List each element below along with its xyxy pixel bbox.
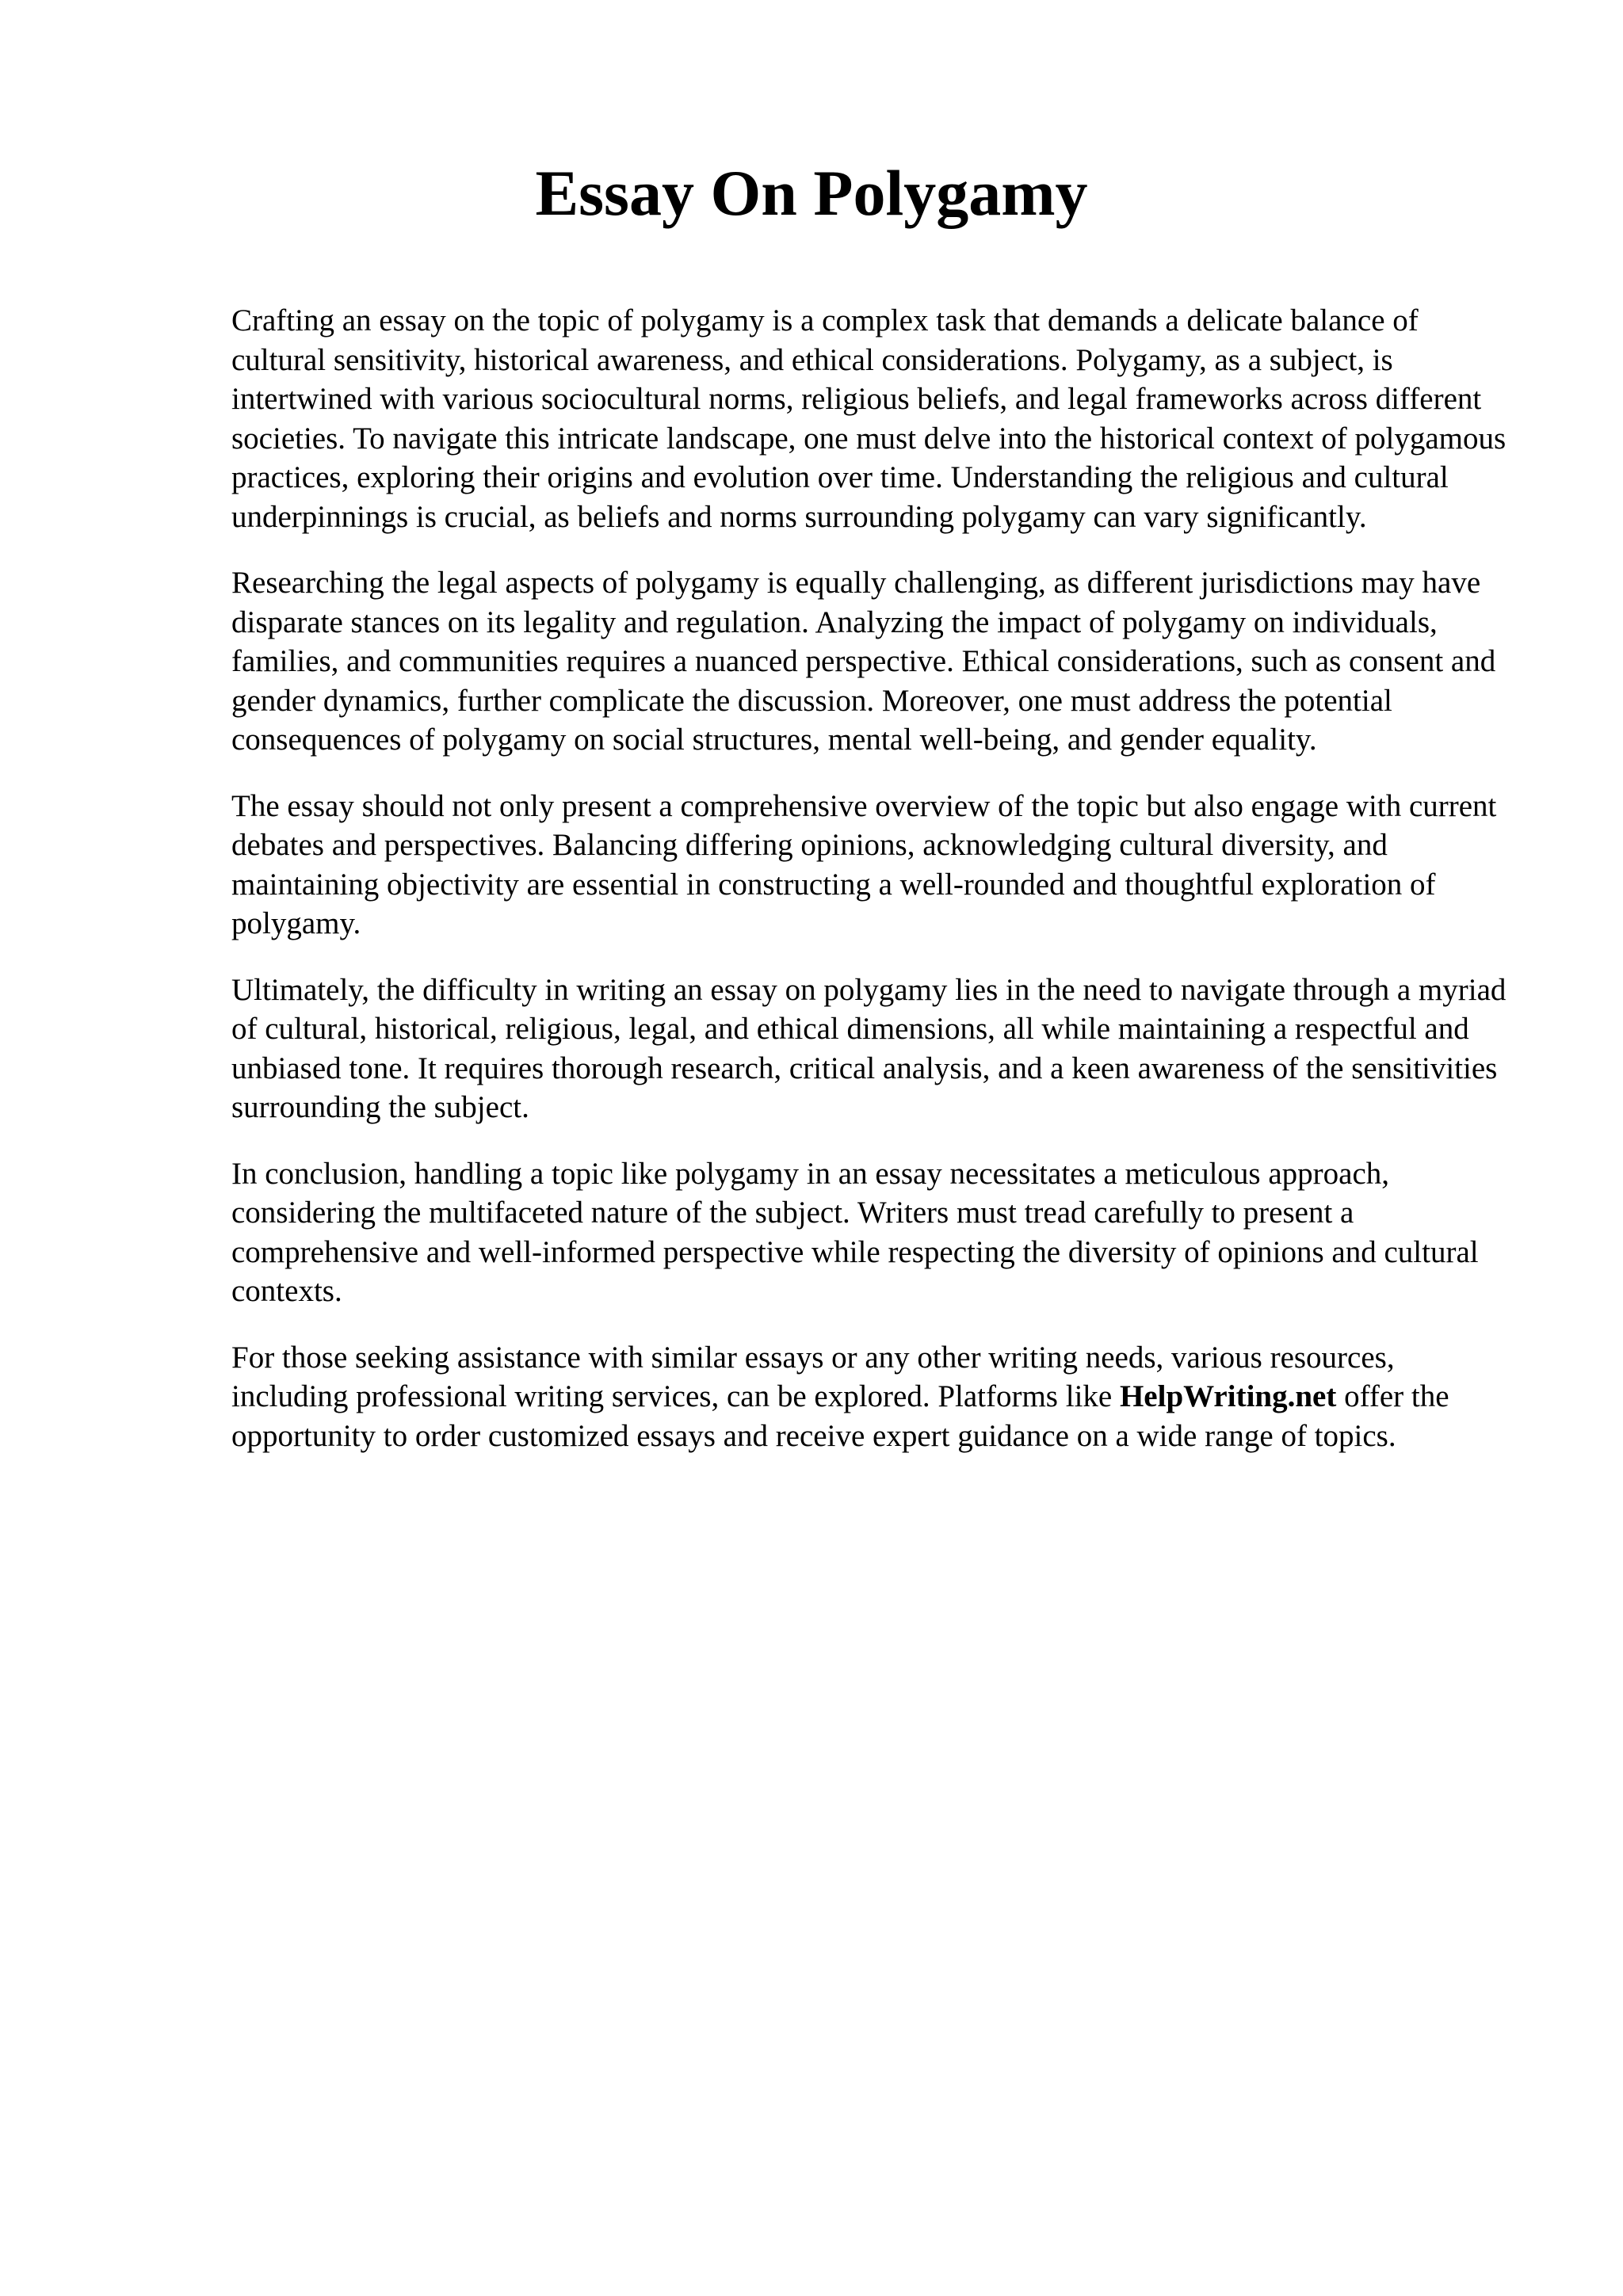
paragraph-3: The essay should not only present a comprehensive overview of the topic but also engage with current debates and perspectives. Balancing differing opinions, acknowledging cultural diversity, and maintaining objectivity are essential in constructing a well-rounded and thoughtful exploration of polygamy. [231,788,1497,940]
essay-body [231,301,1515,1482]
paragraph-6 [231,1338,1515,1456]
brand-name: HelpWriting.net [1119,1379,1337,1413]
paragraph-2: Researching the legal aspects of polygamy is equally challenging, as different jurisdictions may have disparate stances on its legality and regulation. Analyzing the impact of polygamy on individuals, families, and communities requires a nuanced perspective. Ethical considerations, such as consent and gender dynamics, further complicate the discussion. Moreover, one must address the potential consequences of polygamy on social structures, mental well-being, and gender equality. [231,566,1496,757]
paragraph-1: Crafting an essay on the topic of polygamy is a complex task that demands a delicate balance of cultural sensitivity, historical awareness, and ethical considerations. Polygamy, as a subject, is intertwined with various sociocultural norms, religious beliefs, and legal frameworks across different societies. To navigate this intricate landscape, one must delve into the historical context of polygamous practices, exploring their origins and evolution over time. Understanding the religious and cultural underpinnings is crucial, as beliefs and norms surrounding polygamy can vary significantly. [231,303,1507,534]
paragraph-6-before: For those seeking assistance with similar essays or any other writing needs, various resources, including professional writing services, can be explored. Platforms like [231,1340,1395,1413]
paragraph-6-after: offer the opportunity to order customized essays and receive expert guidance on a wide range of topics. [231,1379,1449,1453]
paragraph-5: In conclusion, handling a topic like polygamy in an essay necessitates a meticulous approach, considering the multifaceted nature of the subject. Writers must tread carefully to present a comprehensive and well-informed perspective while respecting the diversity of opinions and cultural contexts. [231,1156,1479,1308]
paragraph-4: Ultimately, the difficulty in writing an essay on polygamy lies in the need to navigate through a myriad of cultural, historical, religious, legal, and ethical dimensions, all while maintaining a respectful and unbiased tone. It requires thorough research, critical analysis, and a keen awareness of the sensitivities surrounding the subject. [231,972,1507,1124]
page-title: Essay On Polygamy [535,157,1088,229]
